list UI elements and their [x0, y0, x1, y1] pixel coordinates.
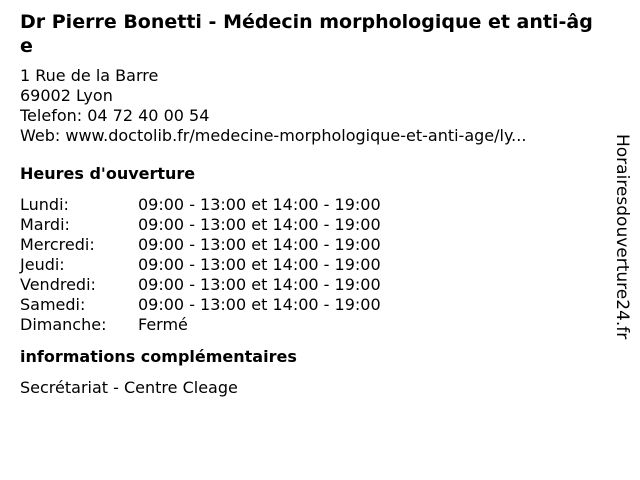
- day-label: Dimanche:: [20, 315, 107, 334]
- site-watermark: Horairesdouverture24.fr: [612, 134, 632, 340]
- time-range: 09:00 - 13:00 et 14:00 - 19:00: [138, 255, 381, 274]
- time-range: Fermé: [138, 315, 188, 334]
- additional-info-text: Secrétariat - Centre Cleage: [20, 378, 238, 397]
- hours-row-mercredi: [20, 235, 600, 255]
- page-title: Dr Pierre Bonetti - Médecin morphologique et anti-âge: [20, 11, 593, 57]
- time-range: 09:00 - 13:00 et 14:00 - 19:00: [138, 195, 381, 214]
- city-postal-code: 69002 Lyon: [20, 86, 113, 105]
- hours-row-dimanche: [20, 315, 600, 335]
- opening-hours-table: [20, 195, 600, 335]
- address-block: [20, 66, 600, 146]
- hours-row-mardi: [20, 215, 600, 235]
- day-label: Mardi:: [20, 215, 70, 234]
- day-label: Mercredi:: [20, 235, 95, 254]
- day-label: Samedi:: [20, 295, 86, 314]
- hours-row-jeudi: [20, 255, 600, 275]
- street-address: 1 Rue de la Barre: [20, 66, 159, 85]
- time-range: 09:00 - 13:00 et 14:00 - 19:00: [138, 235, 381, 254]
- day-label: Lundi:: [20, 195, 69, 214]
- hours-row-samedi: [20, 295, 600, 315]
- day-label: Jeudi:: [20, 255, 65, 274]
- additional-info-heading: informations complémentaires: [20, 347, 297, 366]
- hours-row-vendredi: [20, 275, 600, 295]
- listing-card: [20, 10, 600, 398]
- time-range: 09:00 - 13:00 et 14:00 - 19:00: [138, 215, 381, 234]
- opening-hours-heading: Heures d'ouverture: [20, 164, 196, 183]
- time-range: 09:00 - 13:00 et 14:00 - 19:00: [138, 275, 381, 294]
- hours-row-lundi: [20, 195, 600, 215]
- website-link[interactable]: Web: www.doctolib.fr/medecine-morphologique-et-anti-age/ly...: [20, 126, 527, 145]
- phone-number: Telefon: 04 72 40 00 54: [20, 106, 210, 125]
- day-label: Vendredi:: [20, 275, 96, 294]
- time-range: 09:00 - 13:00 et 14:00 - 19:00: [138, 295, 381, 314]
